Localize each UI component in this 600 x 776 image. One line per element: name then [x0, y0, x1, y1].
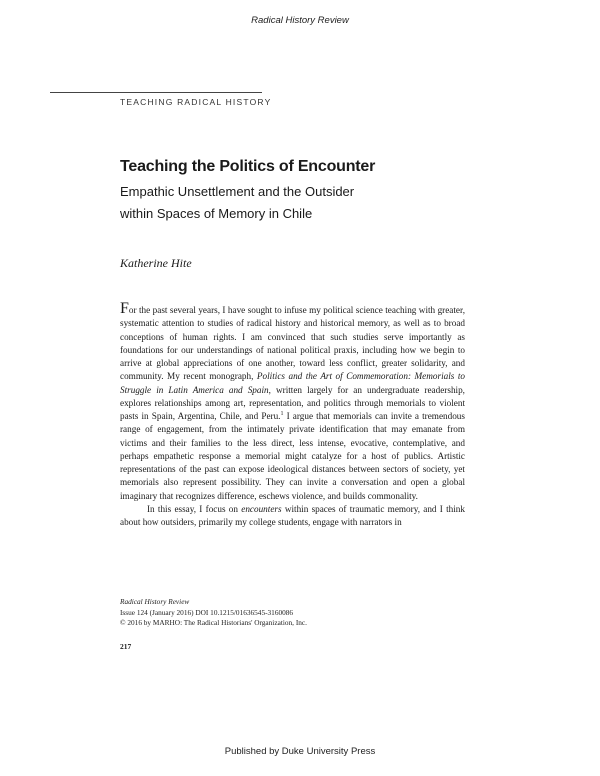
footnote-issue: Issue 124 (January 2016) DOI 10.1215/01636545-3160086 [120, 607, 294, 617]
paragraph-2-text-b: within spaces of traumatic memory, and I think about how outsiders, primarily my college students, engage with narrators in [120, 503, 465, 527]
paragraph-2-text-a: In this essay, I focus on [147, 503, 242, 514]
page-number: 217 [120, 642, 132, 651]
section-divider [50, 92, 262, 93]
running-header: Radical History Review [251, 15, 349, 26]
emphasis-encounters: encounters [241, 503, 282, 514]
article-title: Teaching the Politics of Encounter [120, 158, 376, 175]
section-label: TEACHING RADICAL HISTORY [120, 97, 272, 107]
footnote-journal: Radical History Review [120, 597, 190, 606]
paragraph-1-text-c: I argue that memorials can invite a tremendous range of engagement, from the intimately private identification that may emanate from victims and their families to the less direct, less intense, evocative, contemplative, and perhaps empathetic response a memorial might catalyze for a host of publics. Artistic representations of the past can expose ideological distances between sectors of society, yet memorials also represent possibility. They can invite a conversation and open a global imaginary that recognizes difference, eschews violence, and builds commonality. [120, 411, 465, 501]
subtitle-line-1: Empathic Unsettlement and the Outsider [120, 184, 355, 199]
drop-cap: F [120, 300, 129, 317]
book-title: Politics and the Art of Commemoration: Memorials to Struggle in Latin America and Spain [120, 371, 465, 395]
subtitle-line-2: within Spaces of Memory in Chile [120, 206, 313, 221]
footnote-marker: 1 [280, 410, 284, 417]
footnote-copyright: © 2016 by MARHO: The Radical Historians' Organization, Inc. [120, 618, 307, 627]
publisher-footer: Published by Duke University Press [224, 746, 376, 757]
article-subtitle [120, 181, 480, 225]
paragraph-2 [120, 503, 465, 530]
paragraph-1-text-a: or the past several years, I have sought to infuse my political science teaching with greater, systematic attention to studies of radical history and historical memory, as well as to broad conceptions of human rights. I am convinced that such studies serve importantly as foundations for our understandings of national political praxis, including how we begin to arrive at global appreciations of one another, toward less conflict, greater solidarity, and community. My recent monograph, [120, 305, 465, 382]
publication-info [120, 597, 450, 629]
paragraph-1-text-b: , written largely for an undergraduate readership, explores relationships among art, representation, and politics through memorials to violent pasts in Spain, Argentina, Chile, and Peru. [120, 384, 465, 421]
article-body [120, 301, 465, 529]
author-name: Katherine Hite [120, 256, 192, 270]
paragraph-1 [120, 301, 465, 503]
